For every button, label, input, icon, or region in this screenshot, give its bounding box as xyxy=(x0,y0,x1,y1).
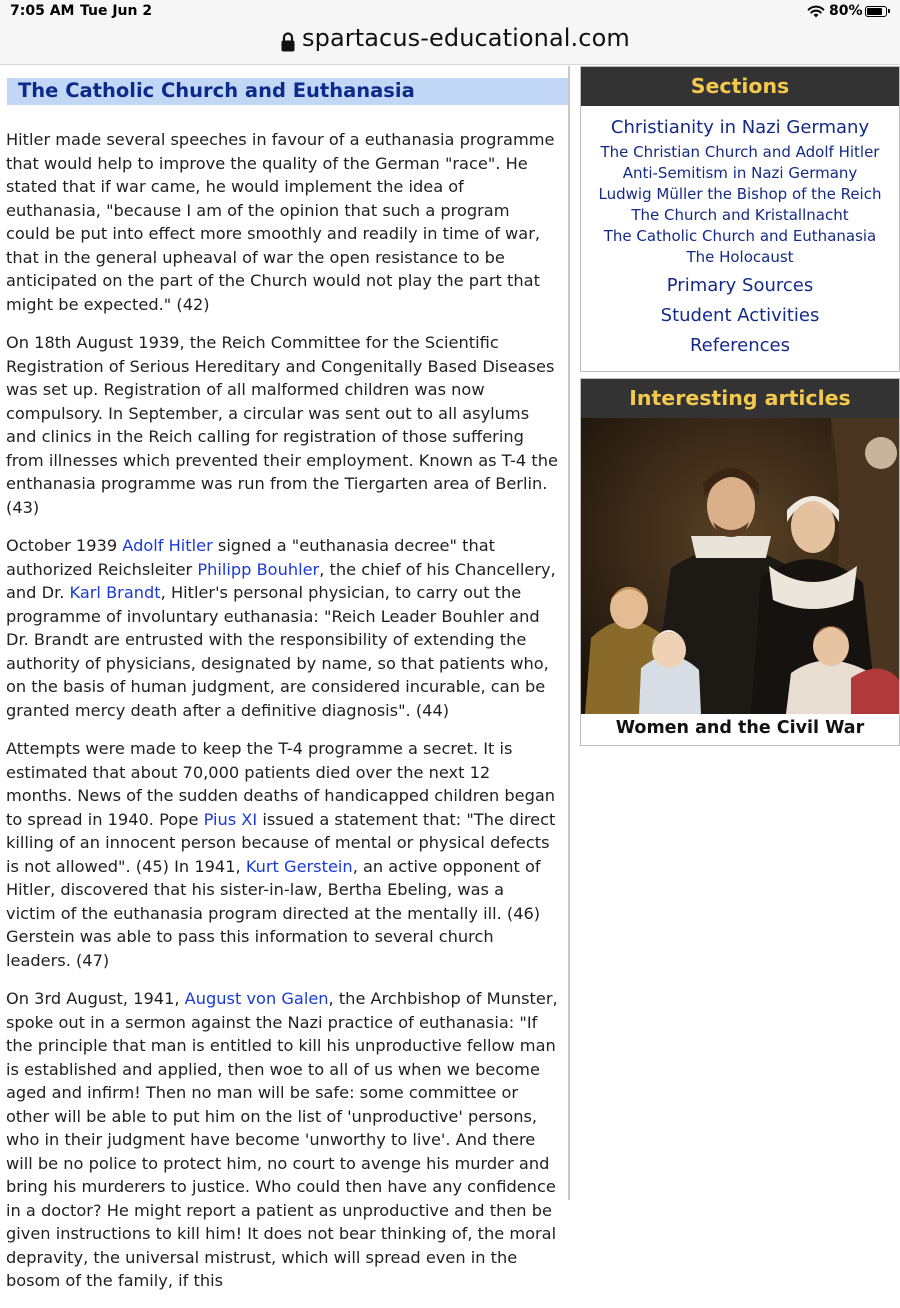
section-link[interactable]: Christianity in Nazi Germany xyxy=(610,117,870,138)
article-paragraph xyxy=(6,737,558,972)
featured-article-image[interactable] xyxy=(581,418,899,714)
sections-panel xyxy=(580,66,900,372)
article-body xyxy=(6,128,558,1308)
featured-article-caption[interactable]: Women and the Civil War xyxy=(615,718,865,738)
paragraph-text: issued a statement that: "The direct killing of an innocent person because of mental or physical defects is not allowed". (45) In 1941, xyxy=(6,809,556,876)
link-adolf-hitler[interactable]: Adolf Hitler xyxy=(122,536,213,555)
lock-icon xyxy=(280,31,296,53)
paragraph-text: October 1939 xyxy=(6,536,123,555)
paragraph-text: On 18th August 1939, the Reich Committee for the Scientific Registration of Serious Hereditary and Congenitally Based Diseases was set up. Registration of all malformed children was now compulsory. In September, a circular was sent out to all asylums and clinics in the Reich calling for registration of those suffering from illnesses which prevented their employment. Known as T-4 the enthanasia programme was run from the Tiergarten area of Berlin. (43) xyxy=(6,333,558,517)
section-link[interactable]: The Catholic Church and Euthanasia xyxy=(603,227,877,245)
section-link[interactable]: Anti-Semitism in Nazi Germany xyxy=(622,164,858,182)
interesting-articles-panel xyxy=(580,378,900,746)
paragraph-text: , the chief of his Chancellery, and Dr. xyxy=(6,559,556,602)
link-pius-xi[interactable]: Pius XI xyxy=(203,809,258,829)
paragraph-text: , an active opponent of Hitler, discovered that his sister-in-law, Bertha Ebeling, was a victim of the euthanasia program directed at the mentally ill. (46) Gerstein was able to pass this information to several church leaders. (47) xyxy=(6,856,541,970)
paragraph-text: , the Archbishop of Munster, spoke out in a sermon against the Nazi practice of euthanasia: "If the principle that man is entitled to kill his unproductive fellow man is established and applied, then woe to all of us when we become aged and infirm! Then no man will be safe: some committee or other will be able to put him on the list of 'unproductive' persons, who in their judgment have become 'unworthy to live'. And there will be no police to protect him, no court to avenge his murder and bring his murderers to justice. Who could then have any confidence in a doctor? He might report a patient as unproductive and then be given instructions to kill him! It does not bear thinking of, the moral depravity, the universal mistrust, which will spread even in the bosom of the family, if this xyxy=(6,989,558,1290)
status-bar xyxy=(0,0,900,24)
article-paragraph xyxy=(6,128,558,316)
articles-heading: Interesting articles xyxy=(581,379,899,418)
battery-icon xyxy=(865,6,887,17)
section-link[interactable]: The Holocaust xyxy=(686,248,794,266)
url-text[interactable]: spartacus-educational.com xyxy=(302,24,630,52)
wifi-icon xyxy=(806,3,826,19)
status-date: Tue Jun 2 xyxy=(80,3,153,19)
article-paragraph xyxy=(6,987,558,1293)
sections-list xyxy=(581,106,899,358)
page-title: The Catholic Church and Euthanasia xyxy=(18,79,415,102)
paragraph-text: On 3rd August, 1941, xyxy=(6,989,185,1008)
link-philipp-bouhler[interactable]: Philipp Bouhler xyxy=(197,559,320,579)
article-paragraph xyxy=(6,331,558,519)
paragraph-text: Attempts were made to keep the T-4 programme a secret. It is estimated that about 70,000 patients died over the next 12 months. News of the sudden deaths of handicapped children began to spread in 1940. Pope xyxy=(6,739,556,829)
page-heading-bar xyxy=(7,78,568,105)
section-link[interactable]: Ludwig Müller the Bishop of the Reich xyxy=(598,185,882,203)
article-paragraph xyxy=(6,534,558,722)
link-kurt-gerstein[interactable]: Kurt Gerstein xyxy=(245,856,353,876)
sections-heading: Sections xyxy=(581,67,899,106)
paragraph-text: signed a "euthanasia decree" that authorized Reichsleiter xyxy=(6,536,495,579)
main-content xyxy=(0,66,568,1290)
section-link[interactable]: Student Activities xyxy=(660,305,820,326)
address-bar[interactable] xyxy=(0,24,900,65)
paragraph-text: , Hitler's personal physician, to carry out the programme of involuntary euthanasia: "Reich Leader Bouhler and Dr. Brandt are entrusted with the responsibility of extending the authority of physicians, designated by name, so that patients who, on the basis of human judgment, are considered incurable, can be granted mercy death after a definitive diagnosis". (44) xyxy=(6,583,549,720)
section-link[interactable]: Primary Sources xyxy=(666,275,814,296)
section-link[interactable]: References xyxy=(689,335,791,356)
link-karl-brandt[interactable]: Karl Brandt xyxy=(69,583,161,602)
battery-percent: 80% xyxy=(829,3,863,19)
section-link[interactable]: The Church and Kristallnacht xyxy=(631,206,849,224)
section-link[interactable]: The Christian Church and Adolf Hitler xyxy=(600,143,880,161)
column-divider xyxy=(568,66,570,1200)
link-august-von-galen[interactable]: August von Galen xyxy=(184,989,329,1008)
status-time: 7:05 AM xyxy=(10,3,75,19)
paragraph-text: Hitler made several speeches in favour of a euthanasia programme that would help to improve the quality of the German "race". He stated that if war came, he would implement the idea of euthanasia, "because I am of the opinion that such a program could be put into effect more smoothly and readily in time of war, that in the general upheaval of war the open resistance to be anticipated on the part of the Church would not play the part that might be expected." (42) xyxy=(6,130,555,314)
